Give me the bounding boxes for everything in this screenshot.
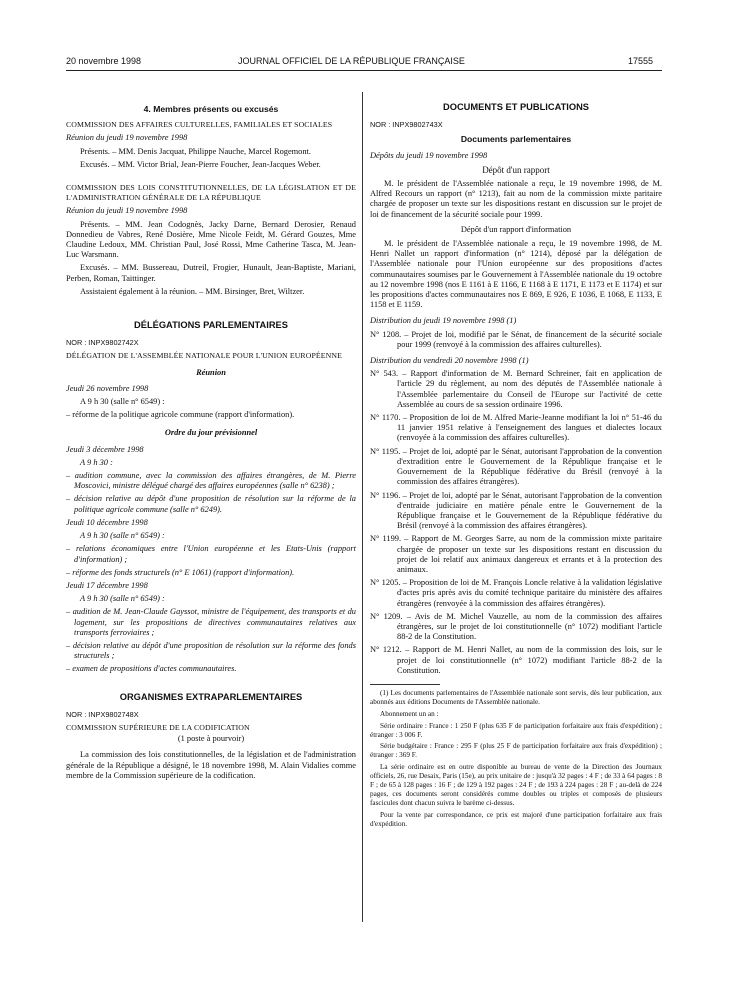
footnote: Abonnement un an : xyxy=(380,709,439,718)
left-column xyxy=(66,100,356,784)
distribution-date: Distribution du vendredi 20 novembre 1998 (1) xyxy=(370,356,529,366)
distribution-date: Distribution du jeudi 19 novembre 1998 (1) xyxy=(370,316,517,326)
commission-title: COMMISSION DES AFFAIRES CULTURELLES, FAMILIALES ET SOCIALES xyxy=(66,120,333,130)
footnote: Série budgétaire : France : 295 F (plus 25 F de participation forfaitaire aux frais d'expédition) ; étranger : 369 F. xyxy=(370,742,662,760)
footnote: Série ordinaire : France : 1 250 F (plus 635 F de participation forfaitaire aux frais d'expédition) ; étranger : 3 006 F. xyxy=(370,721,662,739)
time-line: A 9 h 30 (salle n° 6549) : xyxy=(80,594,165,604)
meeting-date: Réunion du jeudi 19 novembre 1998 xyxy=(66,206,188,216)
footnote: Pour la vente par correspondance, ce prix est majoré d'une participation forfaitaire aux frais d'expédition. xyxy=(370,810,662,828)
commission-title: COMMISSION DES LOIS CONSTITUTIONNELLES, DE LA LÉGISLATION ET DE L'ADMINISTRATION GÉNÉRALE DE LA RÉPUBLIQUE xyxy=(66,183,356,203)
agenda-item: – relations économiques entre l'Union européenne et les Etats-Unis (rapport d'information) ; xyxy=(66,544,356,564)
document-entry: N° 1212. – Rapport de M. Henri Nallet, au nom de la commission des lois, sur le projet de loi constitutionnelle (n° 1072) modifiant l'article 88-2 de la Constitution. xyxy=(370,645,662,675)
time-line: A 9 h 30 (salle n° 6549) : xyxy=(80,531,165,541)
meeting-date: Réunion du jeudi 19 novembre 1998 xyxy=(66,133,188,143)
excuses-text: Excusés. – MM. Bussereau, Dutreil, Frogier, Hunault, Jean-Baptiste, Mariani, Perben, Roman, Taittinger. xyxy=(66,263,356,283)
designation-text: La commission des lois constitutionnelles, de la législation et de l'administration générale de la République a désigné, le 18 novembre 1998, M. Alain Vidalies comme membre de la Commission supérieure de la codification. xyxy=(66,750,356,780)
time-line: A 9 h 30 : xyxy=(80,457,113,467)
presents-text: Présents. – MM. Denis Jacquat, Philippe Nauche, Marcel Rogemont. xyxy=(80,146,311,156)
document-entry: N° 1205. – Proposition de loi de M. François Loncle relative à la validation législative d'actes pris après avis du comité technique paritaire du ministère des affaires étrangères (renvoyée à la commission des affaires étrangères). xyxy=(370,578,662,608)
section-heading: DOCUMENTS ET PUBLICATIONS xyxy=(443,102,589,112)
meeting-date: Jeudi 26 novembre 1998 xyxy=(66,383,149,393)
section-heading: DÉLÉGATIONS PARLEMENTAIRES xyxy=(134,320,288,331)
agenda-item: – décision relative au dépôt d'une proposition de résolution sur la réforme des fonds structurels ; xyxy=(66,640,356,661)
agenda-item: – réforme des fonds structurels (n° E 1061) (rapport d'information). xyxy=(66,567,295,577)
meeting-date: Jeudi 10 décembre 1998 xyxy=(66,517,148,527)
column-divider xyxy=(362,92,363,922)
footnote: (1) Les documents parlementaires de l'Assemblée nationale sont servis, dès leur publication, aux abonnés aux éditions Documents de l'Assemblée nationale. xyxy=(370,688,662,706)
agenda-item: – audition commune, avec la commission des affaires étrangères, de M. Pierre Moscovici, ministre délégué chargé des affaires européennes (salle n° 6238) ; xyxy=(66,471,356,491)
document-entry: N° 1196. – Projet de loi, adopté par le Sénat, autorisant l'approbation de la convention d'entraide judiciaire en matière pénale entre le Gouvernement de la République française et le Gouvernement de la République fédérative du Brésil (renvoyé à la commission des affaires étrangères). xyxy=(370,490,662,531)
meeting-date: Jeudi 17 décembre 1998 xyxy=(66,580,148,590)
page-number: 17555 xyxy=(628,56,654,66)
subsection-heading: Documents parlementaires xyxy=(460,134,572,145)
codification-title: COMMISSION SUPÉRIEURE DE LA CODIFICATION xyxy=(66,722,250,732)
section-heading: 4. Membres présents ou excusés xyxy=(143,104,279,114)
footnote: La série ordinaire est en outre disponible au bureau de vente de la Direction des Journaux officiels, 26, rue Desaix, Paris (15e), au prix unitaire de : jusqu'à 32 pages : 4 F ; de 33 à 64 pages : 8 F ; de 65 à 128 pages : 16 F ; de 129 à 192 pages : 24 F ; de 193 à 224 pages : 28 F ; au-delà de 224 pages, ces documents seront considérés comme doubles ou triples et composés de plusieurs fascicules dont chacun suivra le barème ci-dessus. xyxy=(370,763,662,807)
page-header xyxy=(0,56,731,70)
section-heading: ORGANISMES EXTRAPARLEMENTAIRES xyxy=(119,691,303,702)
nor-reference: NOR : INPX9802748X xyxy=(66,709,139,719)
excuses-text: Excusés. – MM. Victor Brial, Jean-Pierre Foucher, Jean-Jacques Weber. xyxy=(80,159,321,169)
depot-text: M. le président de l'Assemblée nationale a reçu, le 19 novembre 1998, de M. Alfred Recours un rapport (n° 1213), fait au nom de la commission mixte paritaire chargée de proposer un texte sur les dispositions restant en discussion sur le projet de loi de financement de la sécurité sociale pour 1999. xyxy=(370,179,662,219)
document-entry: N° 1209. – Avis de M. Michel Vauzelle, au nom de la commission des affaires étrangères, sur le projet de loi constitutionnelle (n° 1072) modifiant l'article 88-2 de la Constitution. xyxy=(370,611,662,642)
header-rule xyxy=(66,70,662,71)
journal-title: JOURNAL OFFICIEL DE LA RÉPUBLIQUE FRANÇAISE xyxy=(238,56,465,66)
agenda-heading: Ordre du jour prévisionnel xyxy=(164,428,258,438)
depot-text: M. le président de l'Assemblée nationale a reçu, le 19 novembre 1998, de M. Henri Nallet un rapport d'information (n° 1214), déposé par la délégation de l'Assemblée nationale pour l'Union européenne sur des propositions d'actes communautaires soumises par le Gouvernement à l'Assemblée nationale du 19 octobre au 12 novembre 1998 (nos E 1161 à E 1166, E 1168 à E 1171, E 1173 et E 1174) et sur les propositions d'actes communautaires nos E 869, E 926, E 1036, E 1068, E 1133, E 1158 et E 1159. xyxy=(370,239,662,310)
agenda-item: – réforme de la politique agricole commune (rapport d'information). xyxy=(66,410,295,420)
time-line: A 9 h 30 (salle n° 6549) : xyxy=(80,397,165,407)
document-entry: N° 1195. – Projet de loi, adopté par le Sénat, autorisant l'approbation de la convention d'extradition entre le Gouvernement de la République française et le Gouvernement de la République fédérative du Brésil (renvoyé à la commission des affaires étrangères). xyxy=(370,446,662,487)
footnote-rule xyxy=(370,684,440,685)
poste-note: (1 poste à pourvoir) xyxy=(177,734,245,744)
presents-text: Présents. – MM. Jean Codognès, Jacky Darne, Bernard Derosier, Renaud Donnedieu de Vabres, René Dosière, Mme Nicole Feidt, M. Gérard Gouzes, Mme Claudine Ledoux, MM. Christian Paul, José Rossi, Mme Catherine Tasca, M. Jean-Luc Warsmann. xyxy=(66,219,356,260)
document-entry: N° 1170. – Proposition de loi de M. Alfred Marie-Jeanne modifiant la loi n° 51-46 du 11 janvier 1951 relative à l'enseignement des langues et dialectes locaux (renvoyée à la commission des affaires culturelles). xyxy=(370,413,662,443)
depot-heading: Dépôt d'un rapport d'information xyxy=(460,224,572,234)
header-date: 20 novembre 1998 xyxy=(66,56,142,66)
nor-reference: NOR : INPX9802742X xyxy=(66,338,139,348)
delegation-title: DÉLÉGATION DE L'ASSEMBLÉE NATIONALE POUR L'UNION EUROPÉENNE xyxy=(66,351,342,361)
assistaient-text: Assistaient également à la réunion. – MM. Birsinger, Bret, Wiltzer. xyxy=(80,286,305,296)
agenda-item: – examen de propositions d'actes communautaires. xyxy=(66,664,237,674)
depot-heading: Dépôt d'un rapport xyxy=(482,164,550,175)
document-entry: N° 543. – Rapport d'information de M. Bernard Schreiner, fait en application de l'article 29 du règlement, au nom des députés de l'Assemblée nationale à l'Assemblée parlementaire du Conseil de l'Europe sur l'activité de cette Assemblée au cours de sa session ordinaire 1996. xyxy=(370,369,662,409)
agenda-item: – décision relative au dépôt d'une proposition de résolution sur la réforme de la politique agricole commune (salle n° 6249). xyxy=(66,494,356,514)
meeting-date: Jeudi 3 décembre 1998 xyxy=(66,444,144,454)
depots-date: Dépôts du jeudi 19 novembre 1998 xyxy=(370,150,488,160)
document-entry: N° 1199. – Rapport de M. Georges Sarre, au nom de la commission mixte paritaire chargée de proposer un texte sur les dispositions restant en discussion du projet de loi relatif aux animaux dangereux et errants et à la protection des animaux. xyxy=(370,534,662,574)
nor-reference: NOR : INPX9802743X xyxy=(370,120,443,130)
document-entry: N° 1208. – Projet de loi, modifié par le Sénat, de financement de la sécurité sociale pour 1999 (renvoyé à la commission des affaires culturelles). xyxy=(370,329,662,349)
right-column xyxy=(370,100,662,832)
agenda-item: – audition de M. Jean-Claude Gayssot, ministre de l'équipement, des transports et du logement, sur les propositions de directives communautaires relatives aux transports ferroviaires ; xyxy=(66,607,356,637)
reunion-heading: Réunion xyxy=(196,367,226,377)
